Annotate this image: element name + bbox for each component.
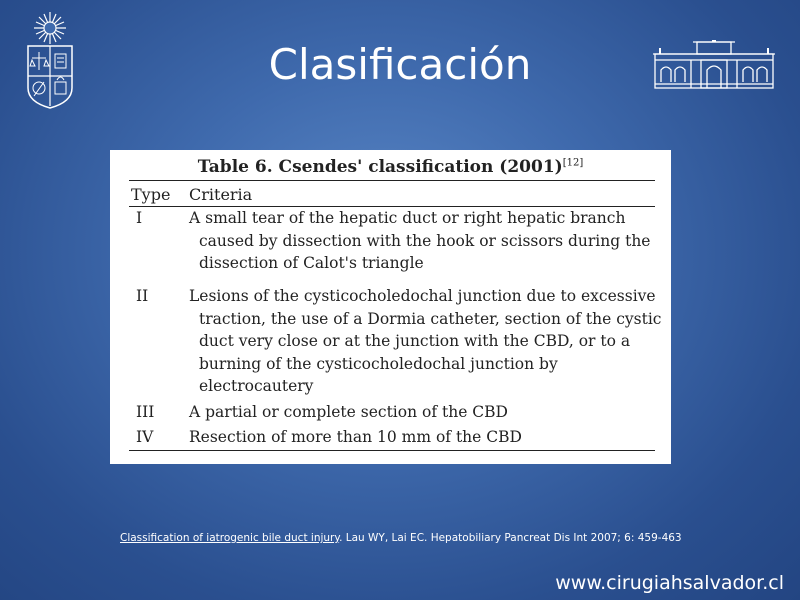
- reference-citation: [120, 532, 682, 544]
- table-row-criteria: A partial or complete section of the CBD: [189, 403, 508, 421]
- table-row-criteria: A small tear of the hepatic duct or right hepatic branch caused by dissection with the hook or scissors during the dissection of Calot's triangle: [189, 209, 651, 272]
- table-row-type: I: [136, 209, 143, 227]
- building-facade-icon: [653, 40, 775, 92]
- table-header-type: Type: [131, 185, 171, 204]
- table-caption-title: Table 6. Csendes' classification (2001): [197, 157, 563, 177]
- table-header-criteria: Criteria: [189, 185, 253, 204]
- table-row-type: IV: [136, 428, 154, 446]
- table-caption-reference: [12]: [562, 157, 584, 169]
- table-caption: [110, 157, 671, 177]
- classification-table: [110, 150, 671, 464]
- slide-title: Clasificación: [268, 40, 532, 89]
- reference-text: . Lau WY, Lai EC. Hepatobiliary Pancreat Dis Int 2007; 6: 459-463: [339, 532, 682, 544]
- table-row-criteria: Resection of more than 10 mm of the CBD: [189, 428, 522, 446]
- table-row-criteria: Lesions of the cysticocholedochal junction due to excessive traction, the use of a Dormia catheter, section of the cystic duct very close or at the junction with the CBD, or to a burning of the cysticocholedochal junction by electrocautery: [189, 287, 662, 395]
- table-bottom-rule: [129, 450, 655, 451]
- table-row-type: III: [136, 403, 155, 421]
- footer-url: www.cirugiahsalvador.cl: [555, 572, 784, 594]
- reference-link[interactable]: Classification of iatrogenic bile duct injury: [120, 532, 340, 544]
- table-row-type: II: [136, 287, 149, 305]
- table-top-rule: [129, 180, 655, 181]
